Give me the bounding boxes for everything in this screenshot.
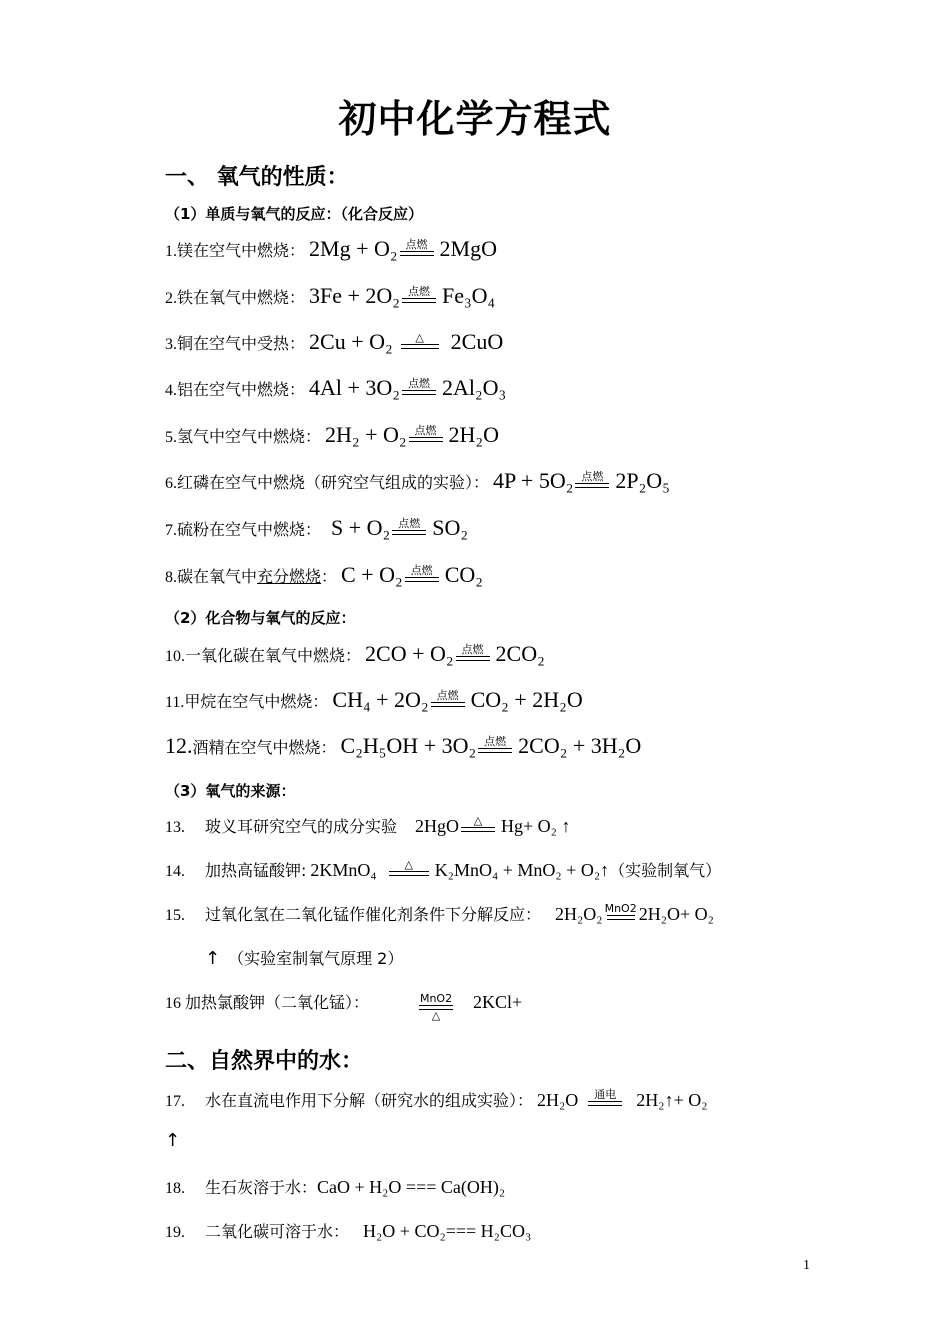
reaction-rhs: SO₂ <box>432 515 469 540</box>
reaction-number: 14. <box>165 863 185 880</box>
subheading-element-reactions: （1）单质与氧气的反应：（化合反应） <box>165 205 423 223</box>
reaction-10 <box>165 641 545 669</box>
reaction-lhs: 2H₂O₂ <box>555 904 603 924</box>
reaction-label: 水在直流电作用下分解（研究水的组成实验）： <box>205 1091 534 1110</box>
condition-heat: △ <box>389 859 429 876</box>
page-number: 1 <box>803 1258 810 1273</box>
reaction-rhs: Fe₃O₄ <box>441 283 496 308</box>
reaction-lhs: C₂H₅OH + 3O₂ <box>340 733 477 758</box>
reaction-lhs: 2Cu + O₂ <box>309 329 393 354</box>
reaction-12 <box>165 733 641 761</box>
reaction-number: 4. <box>165 382 177 399</box>
condition-mno2-heat: MnO2 △ <box>419 992 453 1022</box>
condition-mno2: MnO2 <box>605 903 637 920</box>
reaction-label: 过氧化氢在二氧化锰作催化剂条件下分解反应： <box>205 905 542 924</box>
reaction-note: （实验制氧气） <box>609 861 722 880</box>
reaction-lhs: 4P + 5O₂ <box>493 468 574 493</box>
condition-ignite: 点燃 <box>431 690 465 707</box>
reaction-label: 加热氯酸钾（二氧化锰）： <box>185 993 370 1012</box>
reaction-number: 8. <box>165 569 177 586</box>
reaction-number: 1. <box>165 243 177 260</box>
reaction-15 <box>165 902 714 928</box>
reaction-rhs: 2Al₂O₃ <box>441 375 507 400</box>
reaction-number: 15. <box>165 907 185 924</box>
page-title: 初中化学方程式 <box>338 97 612 141</box>
condition-heat: △ <box>401 332 439 349</box>
condition-ignite: 点燃 <box>402 286 436 303</box>
gas-arrow: ↑ <box>205 948 221 969</box>
reaction-label: 酒精在空气中燃烧： <box>192 738 337 757</box>
reaction-number: 13. <box>165 819 185 836</box>
section-heading-water: 二、自然界中的水： <box>165 1049 364 1074</box>
reaction-rhs: CO₂ <box>444 562 483 587</box>
reaction-label: 加热高锰酸钾: <box>205 861 307 880</box>
reaction-label: 红磷在空气中燃烧（研究空气组成的实验）： <box>177 473 490 492</box>
reaction-lhs: 2KMnO₄ <box>310 860 377 880</box>
reaction-number: 10. <box>165 648 185 665</box>
reaction-6 <box>165 468 670 496</box>
reaction-15-continued <box>205 946 403 969</box>
reaction-14 <box>165 858 721 884</box>
condition-ignite: 点燃 <box>400 239 434 256</box>
reaction-rhs: 2H₂O <box>448 422 499 447</box>
reaction-16 <box>165 990 522 1028</box>
reaction-lhs: 2H₂O <box>537 1090 579 1110</box>
condition-ignite: 点燃 <box>575 471 609 488</box>
reaction-rhs: 2H₂↑+ O₂ <box>636 1090 708 1110</box>
reaction-lhs: 2HgO <box>415 816 460 836</box>
reaction-lhs: 3Fe + 2O₂ <box>309 283 400 308</box>
reaction-label-underlined: 充分燃烧 <box>257 567 322 586</box>
reaction-lhs: 2Mg + O₂ <box>309 236 398 261</box>
reaction-rhs: 2CO₂ + 3H₂O <box>518 733 642 758</box>
reaction-equation: H₂O + CO₂=== H₂CO₃ <box>363 1221 532 1241</box>
reaction-label: 氢气中空气中燃烧： <box>177 427 322 446</box>
reaction-2 <box>165 283 495 311</box>
reaction-rhs: 2P₂O₅ <box>615 468 670 493</box>
reaction-number: 18. <box>165 1180 185 1197</box>
condition-ignite: 点燃 <box>456 644 490 661</box>
reaction-lhs: S + O₂ <box>331 515 391 540</box>
reaction-7 <box>165 515 468 543</box>
reaction-13 <box>165 814 570 840</box>
reaction-number: 12. <box>165 733 193 758</box>
reaction-equation: CaO + H₂O === Ca(OH)₂ <box>317 1177 506 1197</box>
reaction-lhs: CH₄ + 2O₂ <box>332 687 429 712</box>
condition-ignite: 点燃 <box>392 518 426 535</box>
reaction-19 <box>165 1219 531 1242</box>
reaction-rhs: K₂MnO₄ + MnO₂ + O₂↑ <box>434 860 610 880</box>
reaction-label: 一氧化碳在氧气中燃烧： <box>185 646 362 665</box>
reaction-1 <box>165 236 497 264</box>
reaction-number: 19. <box>165 1224 185 1241</box>
reaction-lhs: 2H₂ + O₂ <box>325 422 407 447</box>
reaction-label: 铝在空气中燃烧： <box>177 380 306 399</box>
reaction-label: 生石灰溶于水： <box>205 1178 318 1197</box>
condition-ignite: 点燃 <box>409 425 443 442</box>
reaction-rhs: CO₂ + 2H₂O <box>470 687 583 712</box>
reaction-label: 碳在氧气中 <box>177 567 258 586</box>
reaction-3 <box>165 329 503 357</box>
reaction-rhs: 2MgO <box>439 236 497 261</box>
reaction-number: 11. <box>165 694 185 711</box>
reaction-lhs: 2CO + O₂ <box>365 641 454 666</box>
reaction-note: （实验室制氧气原理 2） <box>228 949 404 968</box>
reaction-number: 6. <box>165 475 177 492</box>
reaction-rhs: 2KCl+ <box>473 992 523 1012</box>
gas-arrow: ↑ <box>165 1130 181 1151</box>
reaction-number: 16 <box>165 995 181 1012</box>
reaction-number: 17. <box>165 1093 185 1110</box>
reaction-number: 7. <box>165 522 177 539</box>
reaction-number: 5. <box>165 429 177 446</box>
reaction-label: 玻义耳研究空气的成分实验 <box>205 817 398 836</box>
reaction-number: 2. <box>165 290 177 307</box>
reaction-label: 硫粉在空气中燃烧： <box>177 520 322 539</box>
subheading-compound-reactions: （2）化合物与氧气的反应： <box>165 609 356 627</box>
reaction-lhs: 4Al + 3O₂ <box>309 375 400 400</box>
reaction-5 <box>165 422 499 450</box>
reaction-label: 铁在氧气中燃烧： <box>177 288 306 307</box>
condition-heat: △ <box>461 815 495 832</box>
reaction-label: 甲烷在空气中燃烧： <box>184 692 329 711</box>
reaction-rhs: 2H₂O+ O₂ <box>638 904 714 924</box>
reaction-lhs: C + O₂ <box>341 562 403 587</box>
condition-ignite: 点燃 <box>405 565 439 582</box>
reaction-18 <box>165 1175 505 1198</box>
section-heading-oxygen: 一、 氧气的性质： <box>165 165 349 190</box>
reaction-label: 镁在空气中燃烧： <box>177 241 306 260</box>
reaction-label-colon: ： <box>321 567 338 586</box>
reaction-17 <box>165 1088 708 1114</box>
reaction-4 <box>165 375 506 403</box>
condition-ignite: 点燃 <box>478 736 512 753</box>
reaction-17-continued <box>165 1130 180 1151</box>
reaction-11 <box>165 687 583 715</box>
reaction-number: 3. <box>165 336 177 353</box>
reaction-label: 铜在空气中受热： <box>177 334 306 353</box>
condition-electric: 通电 <box>588 1089 622 1106</box>
reaction-rhs: Hg+ O₂ ↑ <box>501 816 571 836</box>
reaction-rhs: 2CuO <box>450 329 504 354</box>
subheading-oxygen-sources: （3）氧气的来源： <box>165 782 296 800</box>
condition-ignite: 点燃 <box>402 378 436 395</box>
reaction-rhs: 2CO₂ <box>495 641 545 666</box>
reaction-8 <box>165 562 483 590</box>
reaction-label: 二氧化碳可溶于水： <box>205 1222 350 1241</box>
